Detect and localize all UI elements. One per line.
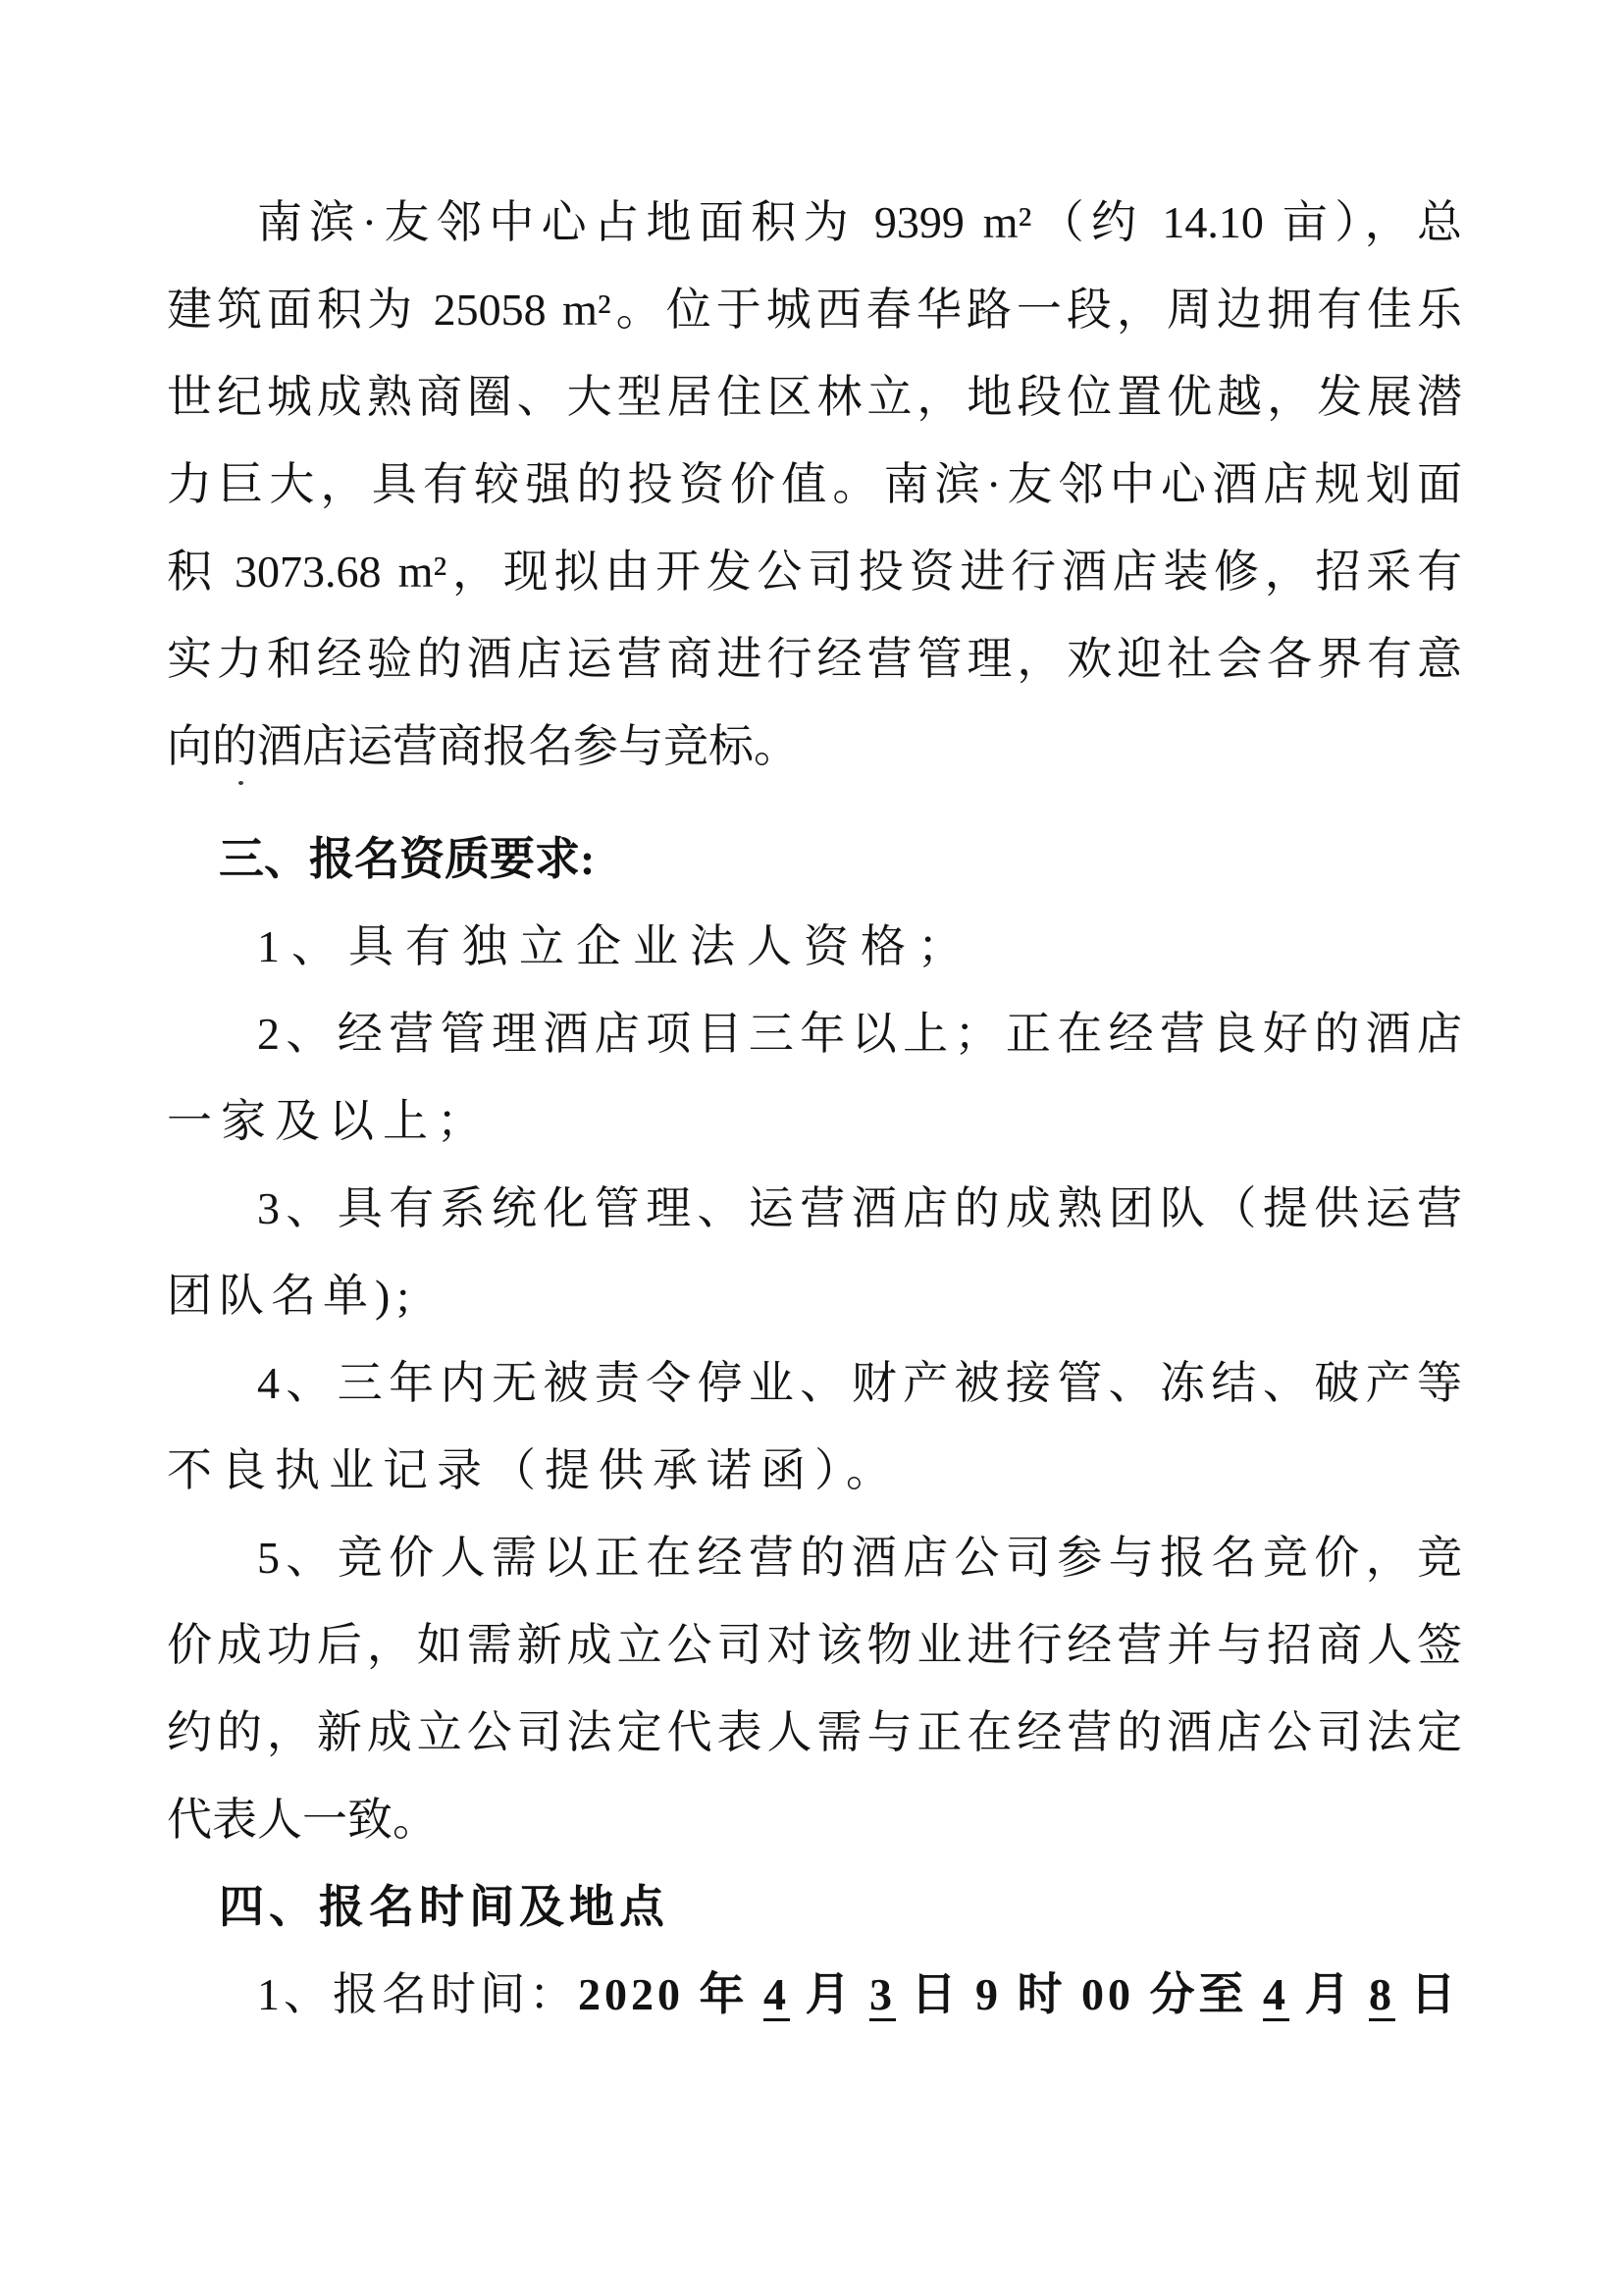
date-segment: 2020 年 [578,1969,763,2019]
qualification-item-4-line-2: 不良执业记录（提供承诺函）。 [167,1445,900,1495]
qualification-item-3-line-2: 团队名单); [167,1271,417,1321]
date-segment: 日 [1395,1969,1460,2019]
date-segment-underlined: 8 [1369,1969,1395,2019]
intro-line: 实力和经验的酒店运营商进行经营管理，欢迎社会各界有意 [167,634,1462,684]
qualification-item-3-line-1: 3、具有系统化管理、运营酒店的成熟团队（提供运营 [257,1183,1462,1233]
date-segment: 日 9 时 00 分至 [896,1969,1263,2019]
qualification-item-5-line-1: 5、竞价人需以正在经营的酒店公司参与报名竞价，竞 [257,1533,1462,1583]
intro-line: 向的酒店运营商报名参与竞标。 [167,721,799,771]
date-segment-underlined: 4 [763,1969,790,2019]
intro-line: 建筑面积为 25058 m²。位于城西春华路一段，周边拥有佳乐 [167,285,1462,335]
intro-line: 积 3073.68 m²，现拟由开发公司投资进行酒店装修，招采有 [167,547,1462,597]
section-heading-qualifications: 三、报名资质要求: [219,834,596,884]
date-segment: 月 [1289,1969,1369,2019]
intro-line: 力巨大，具有较强的投资价值。南滨·友邻中心酒店规划面 [167,459,1462,509]
date-segment-underlined: 3 [869,1969,896,2019]
date-segment: 月 [790,1969,869,2019]
date-segment-underlined: 4 [1263,1969,1289,2019]
qualification-item-2-line-2: 一家及以上； [167,1096,491,1146]
intro-line: 世纪城成熟商圈、大型居住区林立，地段位置优越，发展潜 [167,372,1462,422]
qualification-item-5-line-2: 价成功后，如需新成立公司对该物业进行经营并与招商人签 [167,1620,1462,1670]
qualification-item-5-line-3: 约的，新成立公司法定代表人需与正在经营的酒店公司法定 [167,1707,1462,1757]
intro-line: 南滨·友邻中心占地面积为 9399 m²（约 14.10 亩），总 [257,197,1462,247]
qualification-item-2-line-1: 2、经营管理酒店项目三年以上；正在经营良好的酒店 [257,1009,1462,1059]
section-heading-time-place: 四、报名时间及地点 [219,1882,669,1932]
qualification-item-1: 1、具有独立企业法人资格； [257,921,974,971]
qualification-item-5-line-4: 代表人一致。 [167,1795,438,1845]
registration-date-line [167,1951,1462,2038]
date-line-prefix: 1、报名时间： [257,1969,578,2019]
scan-speck-artifact [238,781,243,785]
qualification-item-4-line-1: 4、三年内无被责令停业、财产被接管、冻结、破产等 [257,1358,1462,1408]
